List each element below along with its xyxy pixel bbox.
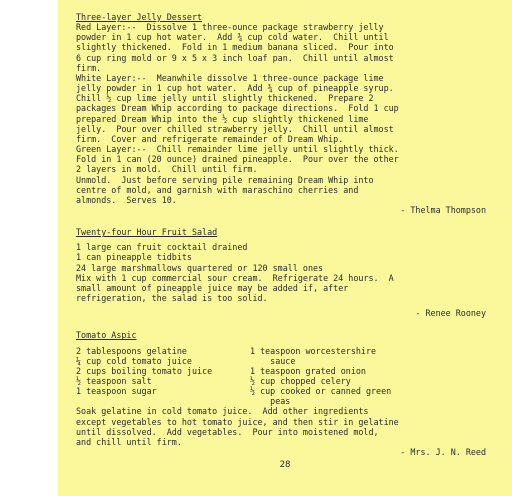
recipe-line: 2 layers in mold. Chill until firm. <box>76 164 258 175</box>
page-number: 28 <box>279 460 291 470</box>
recipe-line: until dissolved. Add vegetables. Pour into moistened mold, <box>76 426 379 437</box>
recipe-line: White Layer:-- Meanwhile dissolve 1 three-ounce package lime <box>76 72 384 83</box>
ingredient-line: ½ cup chopped celery <box>250 376 351 386</box>
ingredient-line: 1 teaspoon sugar <box>76 386 157 397</box>
recipe-line: powder in 1 cup hot water. Add ¾ cup cold water. Chill until <box>76 32 389 43</box>
recipe-line: almonds. Serves 10. <box>76 194 177 205</box>
recipe-author: - Thelma Thompson <box>400 204 486 215</box>
recipe-line: firm. <box>76 62 102 73</box>
recipe-line: Chill ½ cup lime jelly until slightly thickened. Prepare 2 <box>76 93 374 104</box>
recipe-line: jelly powder in 1 cup hot water. Add ¾ cup of pineapple syrup. <box>76 83 394 94</box>
ingredient-line: peas <box>250 396 291 407</box>
recipe-line: firm. Cover and refrigerate remainder of Dream Whip. <box>76 133 344 144</box>
ingredient-line: 2 tablespoons gelatine <box>76 345 187 356</box>
ingredient-line: 2 cups boiling tomato juice <box>76 365 213 376</box>
recipe-line: Green Layer:-- Chill remainder lime jelly until slightly thick. <box>76 144 399 155</box>
recipe-line: prepared Dream Whip into the ½ cup slightly thickened lime <box>76 113 369 124</box>
ingredient-line: ½ teaspoon salt <box>76 376 152 386</box>
recipe-line: Mix with 1 cup commercial sour cream. Refrigerate 24 hours. A <box>76 272 394 283</box>
recipe-body <box>76 242 486 303</box>
recipe-line: slightly thickened. Fold in 1 medium banana sliced. Pour into <box>76 42 394 53</box>
recipe-line: small amount of pineapple juice may be added if, after <box>76 282 349 293</box>
recipe-line: packages Dream Whip according to package directions. Fold 1 cup <box>76 103 399 114</box>
cookbook-page <box>58 0 512 496</box>
recipe-line: 6 cup ring mold or 9 x 5 x 3 inch loaf pan. Chill until almost <box>76 52 394 63</box>
recipe-line: Red Layer:-- Dissolve 1 three-ounce package strawberry jelly <box>76 22 384 33</box>
ingredient-line: ¼ cup cold tomato juice <box>76 355 192 366</box>
recipe-title: Tomato Aspic <box>76 330 137 341</box>
recipe-body <box>76 22 486 205</box>
ingredient-line: ½ cup cooked or canned green <box>250 386 392 397</box>
recipe-line: Unmold. Just before serving pile remaining Dream Whip into <box>76 174 374 185</box>
ingredient-columns <box>76 346 486 407</box>
ingredient-column-left <box>76 346 250 407</box>
recipe-line: 1 can pineapple tidbits <box>76 252 192 263</box>
ingredient-line: 1 teaspoon worcestershire <box>250 345 377 356</box>
recipe-line: except vegetables to hot tomato juice, and then stir in gelatine <box>76 416 399 427</box>
recipe-line: 24 large marshmallows quartered or 120 small ones <box>76 262 324 273</box>
recipe-title: Three-layer Jelly Dessert <box>76 12 203 22</box>
recipe-line: centre of mold, and garnish with maraschino cherries and <box>76 184 359 195</box>
ingredient-column-right <box>250 346 486 407</box>
recipe-line: and chill until firm. <box>76 436 182 447</box>
recipe-line: 1 large can fruit cocktail drained <box>76 242 248 253</box>
recipe-line: refrigeration, the salad is too solid. <box>76 293 268 304</box>
ingredient-line: sauce <box>250 355 296 366</box>
recipe-line: jelly. Pour over chilled strawberry jelly. Chill until almost <box>76 123 394 134</box>
recipe-author: - Renee Rooney <box>415 308 486 319</box>
page-content <box>76 12 486 457</box>
recipe-body <box>76 406 486 447</box>
recipe-line: Fold in 1 can (20 ounce) drained pineapple. Pour over the other <box>76 154 399 165</box>
ingredient-line: 1 teaspoon grated onion <box>250 365 366 376</box>
recipe-title: Twenty-four Hour Fruit Salad <box>76 227 218 238</box>
recipe-author: - Mrs. J. N. Reed <box>400 447 486 458</box>
recipe-line: Soak gelatine in cold tomato juice. Add other ingredients <box>76 406 369 417</box>
